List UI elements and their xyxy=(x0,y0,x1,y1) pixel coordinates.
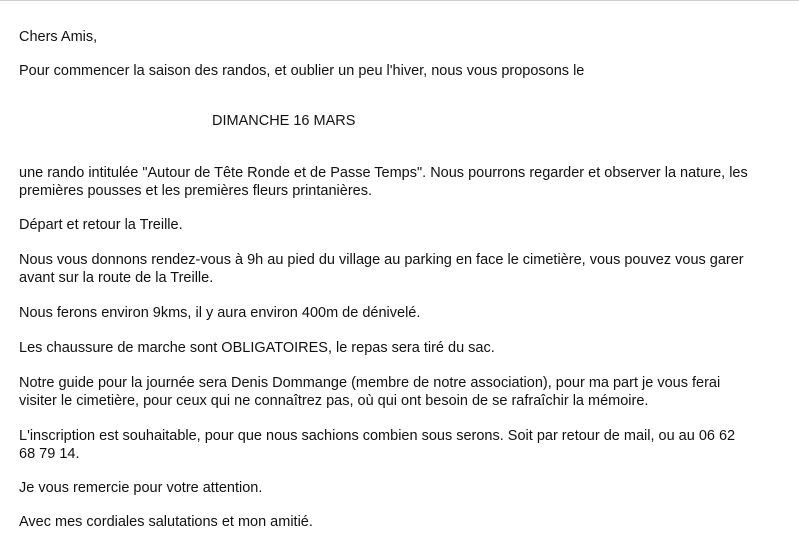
gear-paragraph: Les chaussure de marche sont OBLIGATOIRES, le repas sera tiré du sac. xyxy=(19,340,495,356)
signup-paragraph-line-2: 68 79 14. xyxy=(19,446,80,462)
hike-description-line-2: premières pousses et les premières fleurs printanières. xyxy=(19,183,372,199)
meeting-paragraph-line-1: Nous vous donnons rendez-vous à 9h au pied du village au parking en face le cimetière, vous pouvez vous garer xyxy=(19,252,744,268)
greeting: Chers Amis, xyxy=(19,29,98,45)
event-date: DIMANCHE 16 MARS xyxy=(212,113,356,129)
meeting-paragraph-line-2: avant sur la route de la Treille. xyxy=(19,270,214,286)
thanks-paragraph: Je vous remercie pour votre attention. xyxy=(19,480,263,496)
closing-paragraph: Avec mes cordiales salutations et mon amitié. xyxy=(19,514,313,530)
signup-paragraph-line-1: L'inscription est souhaitable, pour que nous sachions combien sous serons. Soit par retour de mail, ou au 06 62 xyxy=(19,428,736,444)
top-border xyxy=(0,0,799,1)
departure-paragraph: Départ et retour la Treille. xyxy=(19,217,183,233)
intro-paragraph: Pour commencer la saison des randos, et oublier un peu l'hiver, nous vous proposons le xyxy=(19,63,585,79)
guide-paragraph-line-1: Notre guide pour la journée sera Denis Dommange (membre de notre association), pour ma part je vous ferai xyxy=(19,375,721,391)
distance-paragraph: Nous ferons environ 9kms, il y aura environ 400m de dénivelé. xyxy=(19,305,421,321)
hike-description-line-1: une rando intitulée "Autour de Tête Ronde et de Passe Temps". Nous pourrons regarder et observer la nature, les xyxy=(19,165,748,181)
guide-paragraph-line-2: visiter le cimetière, pour ceux qui ne connaîtrez pas, où qui ont besoin de se rafraîchir la mémoire. xyxy=(19,393,649,409)
